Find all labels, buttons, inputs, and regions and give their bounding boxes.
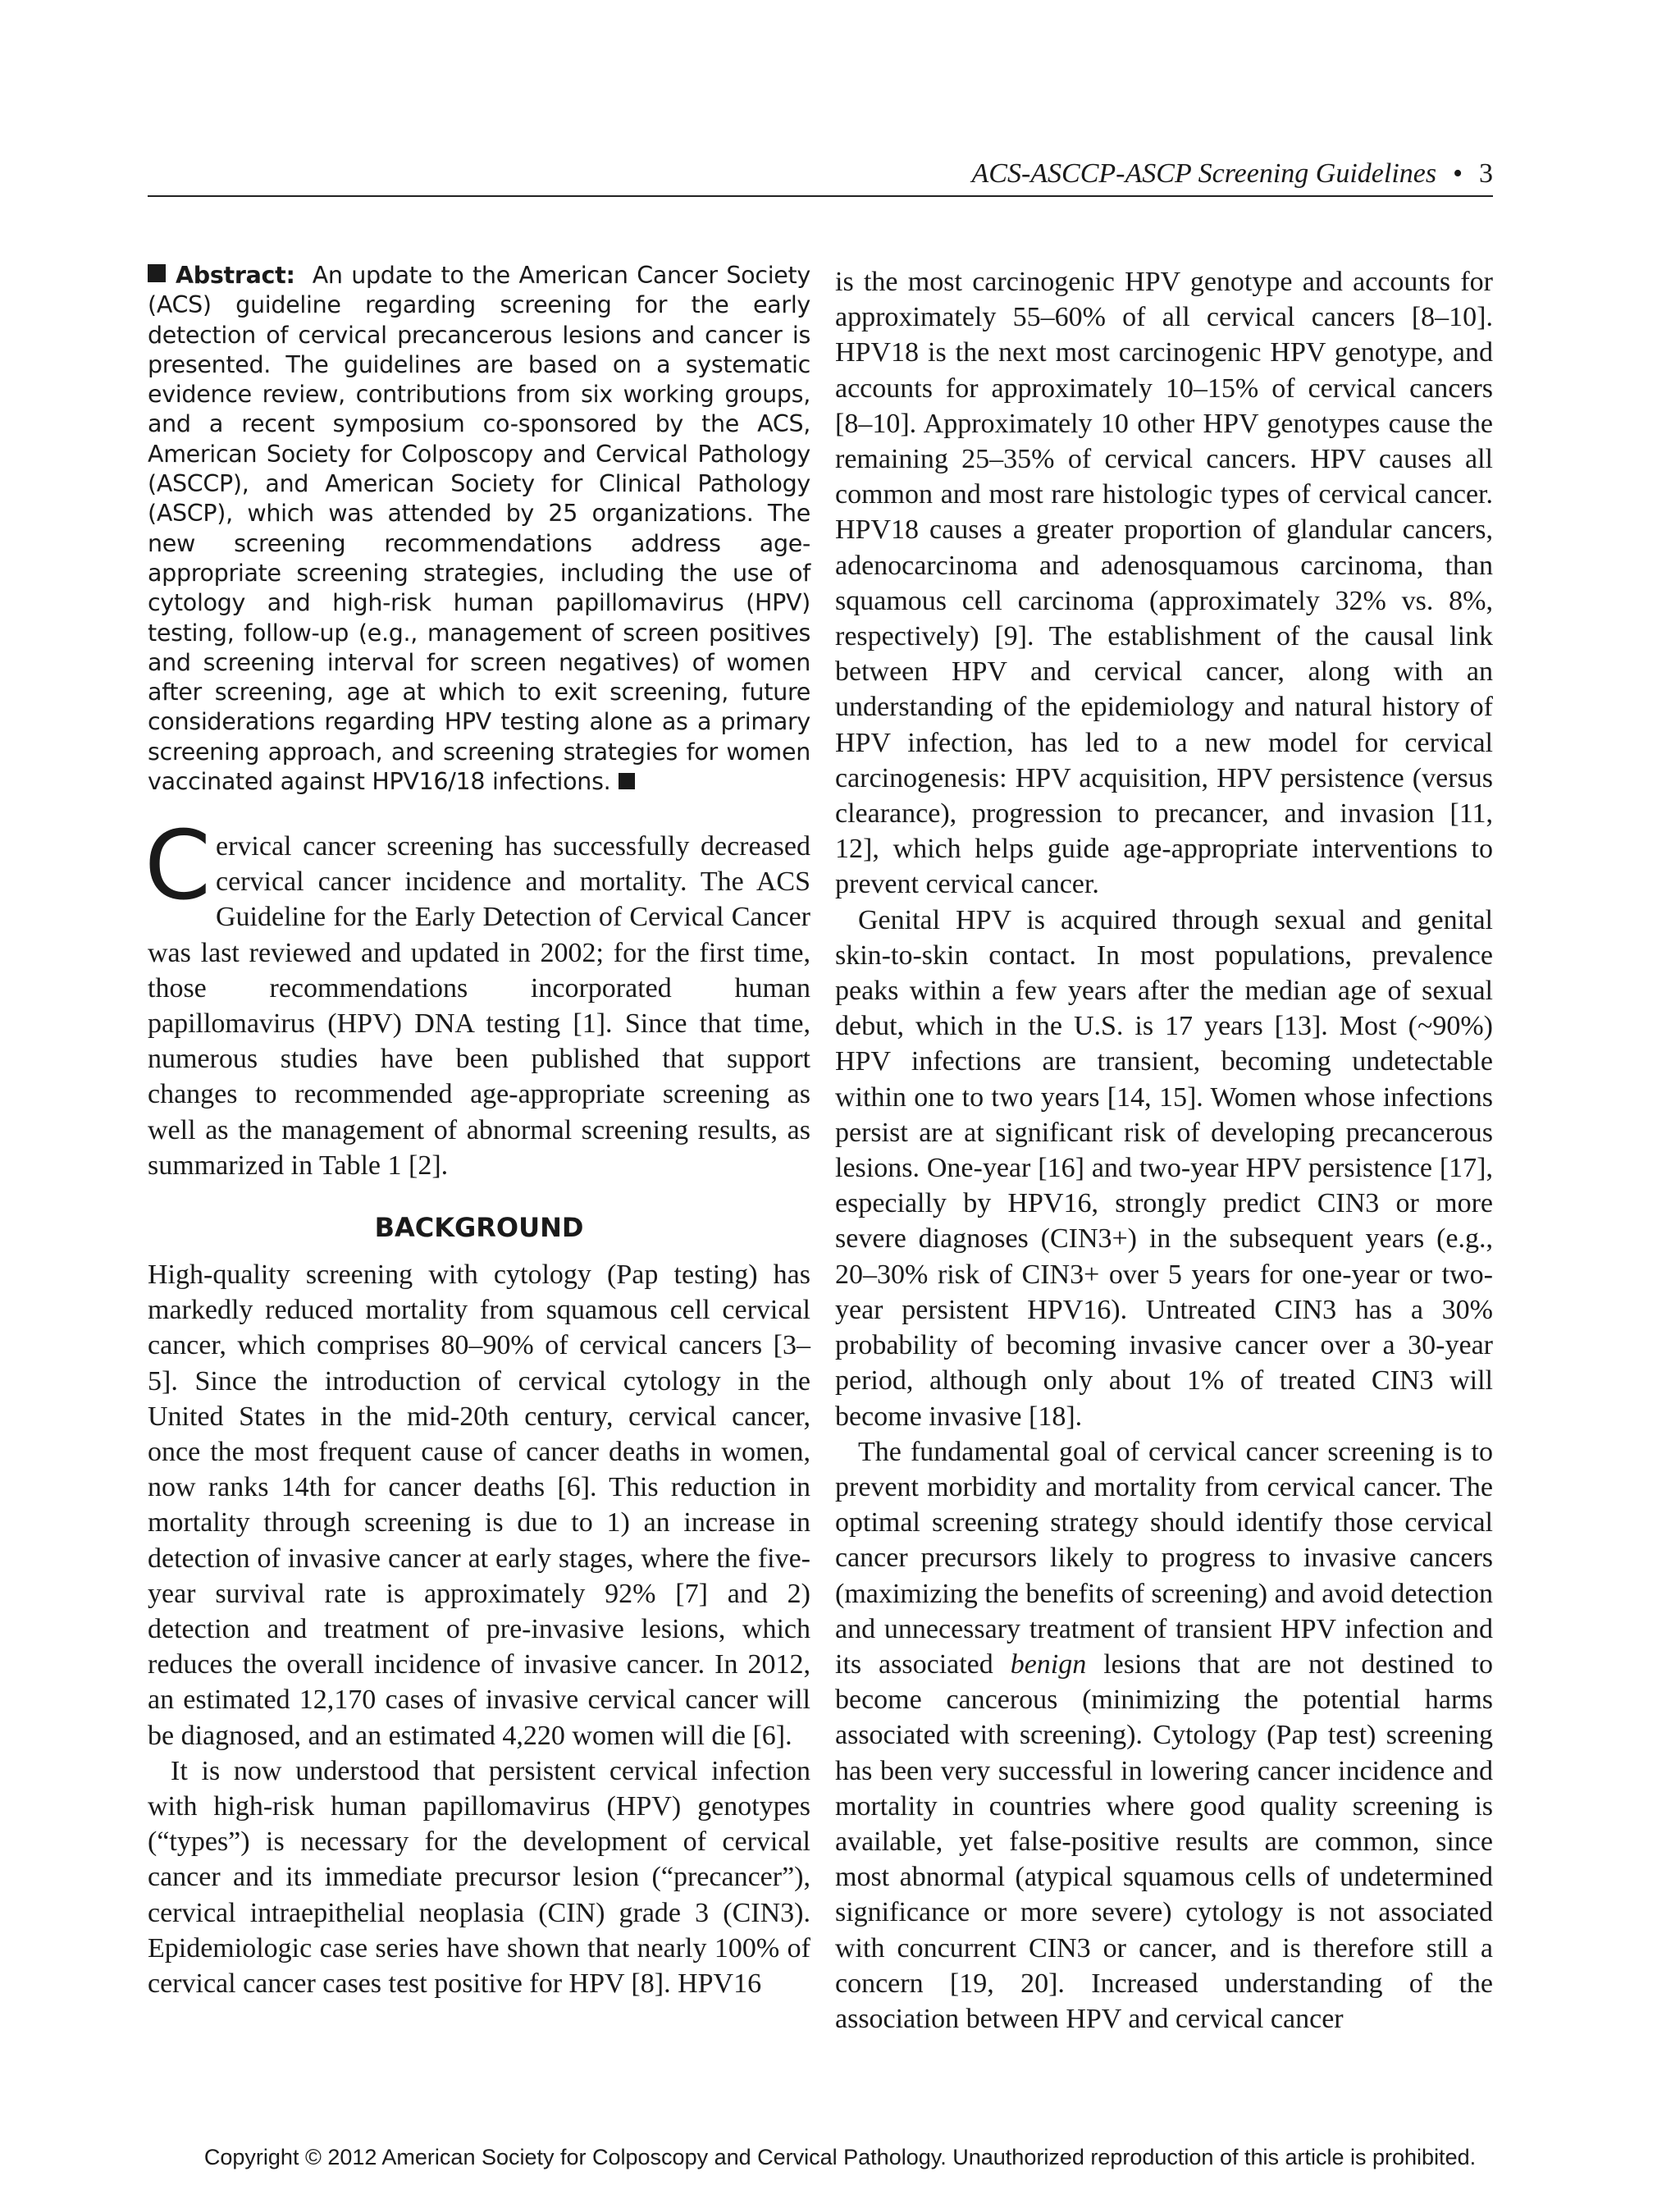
abstract-block: [148, 261, 810, 797]
drop-cap: C: [144, 811, 211, 921]
abstract-text: An update to the American Cancer Society (ACS) guideline regarding screening for the early detection of cervical precancerous lesions and cancer is presented. The guidelines are based on a systematic evidence review, contributions from six working groups, and a recent symposium co-sponsored by the ACS, American Society for Colposcopy and Cervical Pathology (ASCCP), and American Society for Clinical Pathology (ASCP), which was attended by 25 organizations. The new screening recommendations address age-appropriate screening strategies, including the use of cytology and high-risk human papillomavirus (HPV) testing, follow-up (e.g., management of screen positives and screening interval for screen negatives) of women after screening, age at which to exit screening, future considerations regarding HPV testing alone as a primary screening approach, and screening strategies for women vaccinated against HPV16/18 infections.: [148, 262, 810, 796]
header-rule: [148, 195, 1493, 197]
p3-text-after: lesions that are not destined to become cancerous (minimizing the potential harms associated with screening). Cytology (Pap test) screening has been very successful in lowering cancer incidence and mortality in countries where good quality screening is available, yet false-positive results are common, since most abnormal (atypical squamous cells of undetermined significance or more severe) cytology is not associated with concurrent CIN3 or cancer, and is therefore still a concern [19, 20]. Increased understanding of the association between HPV and cervical cancer: [835, 1648, 1494, 2034]
abstract-label: Abstract:: [176, 262, 295, 289]
p3-text-before: The fundamental goal of cervical cancer screening is to prevent morbidity and mortality from cervical cancer. The optimal screening strategy should identify those cervical cancer precursors likely to progress to invasive cancers (maximizing the benefits of screening) and avoid detection and unnecessary treatment of transient HPV infection and its associated: [835, 1436, 1493, 1680]
right-column: [835, 264, 1493, 2037]
running-header: [148, 153, 1493, 195]
section-heading-background: BACKGROUND: [374, 1212, 584, 1243]
background-paragraph-2: It is now understood that persistent cervical infection with high-risk human papillomavirus (HPV) genotypes (“types”) is necessary for the development of cervical cancer and its immediate precursor lesion (“precancer”), cervical intraepithelial neoplasia (CIN) grade 3 (CIN3). Epidemiologic case series have shown that nearly 100% of cervical cancer cases test positive for HPV [8]. HPV16: [148, 1755, 810, 2000]
copyright-footer: Copyright © 2012 American Society for Colposcopy and Cervical Pathology. Unauthorized reproduction of this article is prohibited.: [203, 2145, 1477, 2169]
end-square-icon: [619, 773, 635, 789]
running-title: ACS-ASCCP-ASCP Screening Guidelines: [971, 158, 1437, 189]
right-paragraph-1: is the most carcinogenic HPV genotype and accounts for approximately 55–60% of all cervical cancers [8–10]. HPV18 is the next most carcinogenic HPV genotype, and accounts for approximately 10–15% of cervical cancers [8–10]. Approximately 10 other HPV genotypes cause the remaining 25–35% of cervical cancers. HPV causes all common and most rare histologic types of cervical cancer. HPV18 causes a greater proportion of glandular cancers, adenocarcinoma and adenosquamous carcinoma, than squamous cell carcinoma (approximately 32% vs. 8%, respectively) [9]. The establishment of the causal link between HPV and cervical cancer, along with an understanding of the epidemiology and natural history of HPV infection, has led to a new model for cervical carcinogenesis: HPV acquisition, HPV persistence (versus clearance), progression to precancer, and invasion [11, 12], which helps guide age-appropriate interventions to prevent cervical cancer.: [835, 267, 1493, 900]
right-paragraph-3: [835, 1434, 1493, 2037]
intro-paragraph: [144, 811, 810, 1183]
background-section: [148, 1257, 810, 2001]
background-paragraph-1: High-quality screening with cytology (Pap testing) has markedly reduced mortality from squamous cell cervical cancer, which comprises 80–90% of cervical cancers [3–5]. Since the introduction of cervical cytology in the United States in the mid-20th century, cervical cancer, once the most frequent cause of cancer deaths in women, now ranks 14th for cancer deaths [6]. This reduction in mortality through screening is due to 1) an increase in detection of invasive cancer at early stages, where the five-year survival rate is approximately 92% [7] and 2) detection and treatment of pre-invasive lesions, which reduces the overall incidence of invasive cancer. In 2012, an estimated 12,170 cases of invasive cervical cancer will be diagnosed, and an estimated 4,220 women will die [6].: [148, 1260, 810, 1751]
square-bullet-icon: [148, 264, 166, 282]
page-number: 3: [1479, 158, 1493, 189]
header-bullet: •: [1453, 158, 1463, 189]
intro-text: ervical cancer screening has successfully decreased cervical cancer incidence and mortality. The ACS Guideline for the Early Detection of Cervical Cancer was last reviewed and updated in 2002; for the first time, those recommendations incorporated human papillomavirus (HPV) DNA testing [1]. Since that time, numerous studies have been published that support changes to recommended age-appropriate screening as well as the management of abnormal screening results, as summarized in Table 1 [2].: [148, 831, 810, 1181]
p3-emphasis: benign: [1010, 1648, 1087, 1680]
right-paragraph-2: Genital HPV is acquired through sexual and genital skin-to-skin contact. In most populations, prevalence peaks within a few years after the median age of sexual debut, which in the U.S. is 17 years [13]. Most (~90%) HPV infections are transient, becoming undetectable within one to two years [14, 15]. Women whose infections persist are at significant risk of developing precancerous lesions. One-year [16] and two-year HPV persistence [17], especially by HPV16, strongly predict CIN3 or more severe diagnoses (CIN3+) in the subsequent years (e.g., 20–30% risk of CIN3+ over 5 years for one-year or two-year persistent HPV16). Untreated CIN3 has a 30% probability of becoming invasive cancer over a 30-year period, although only about 1% of treated CIN3 will become invasive [18].: [835, 904, 1493, 1432]
